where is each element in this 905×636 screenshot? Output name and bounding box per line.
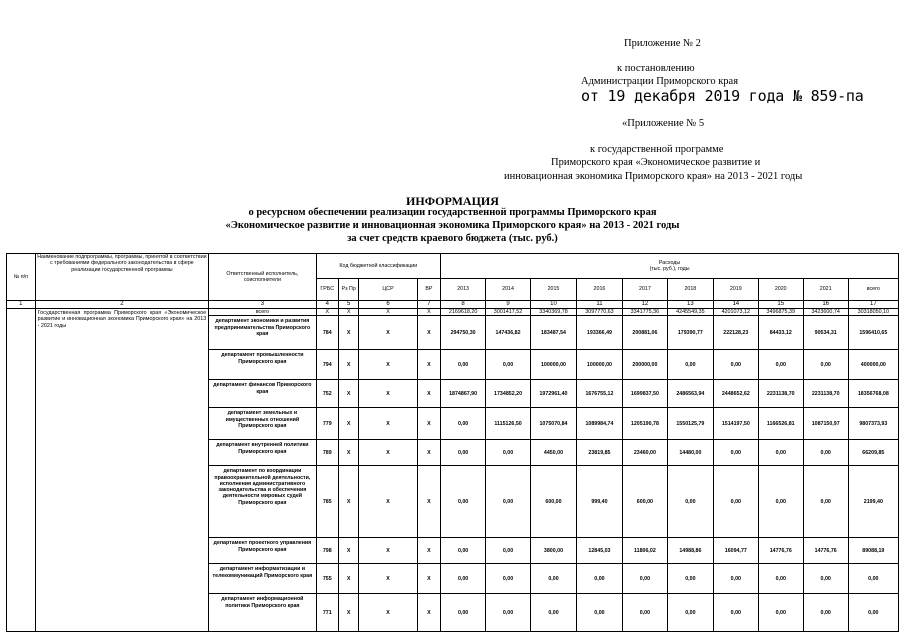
year-value-cell: 12845,03 xyxy=(576,538,622,564)
year-value-cell: 2231138,70 xyxy=(758,380,803,408)
year-value-cell: 0,00 xyxy=(441,440,486,466)
year-value-cell: 0,00 xyxy=(667,350,713,380)
year-value-cell: 0,00 xyxy=(441,594,486,632)
total-value: 3097770,63 xyxy=(576,309,622,316)
year-value-cell: 100000,00 xyxy=(576,350,622,380)
grbs-code-cell: 779 xyxy=(316,408,338,440)
col-number: 2 xyxy=(35,301,209,309)
total-header: всего xyxy=(848,279,898,301)
row-number-cell xyxy=(7,309,36,632)
year-value-cell: 0,00 xyxy=(441,466,486,538)
col-csr-header: ЦСР xyxy=(359,279,417,301)
rzpr-code-cell: X xyxy=(338,316,358,350)
row-total-cell: 89088,19 xyxy=(848,538,898,564)
rzpr-code-cell: X xyxy=(338,440,358,466)
year-value-cell: 294750,30 xyxy=(441,316,486,350)
year-value-cell: 1676755,12 xyxy=(576,380,622,408)
total-row xyxy=(7,309,899,316)
total-code: X xyxy=(359,309,417,316)
year-value-cell: 1205190,78 xyxy=(622,408,667,440)
grbs-code-cell: 794 xyxy=(316,350,338,380)
appendix-number: Приложение № 2 xyxy=(624,38,701,49)
year-header: 2014 xyxy=(486,279,531,301)
rzpr-code-cell: X xyxy=(338,564,358,594)
total-value: 3341775,36 xyxy=(622,309,667,316)
row-total-cell: 2199,40 xyxy=(848,466,898,538)
department-name-cell: департамент информатизации и телекоммуникаций Приморского края xyxy=(209,564,316,594)
year-header: 2019 xyxy=(713,279,758,301)
grbs-code-cell: 785 xyxy=(316,466,338,538)
col-number: 5 xyxy=(338,301,358,309)
col-number: 15 xyxy=(758,301,803,309)
year-value-cell: 1089984,74 xyxy=(576,408,622,440)
col-number: 16 xyxy=(803,301,848,309)
year-value-cell: 100000,00 xyxy=(531,350,577,380)
year-value-cell: 0,00 xyxy=(441,538,486,564)
year-value-cell: 200881,06 xyxy=(622,316,667,350)
csr-code-cell: X xyxy=(359,564,417,594)
year-value-cell: 1550125,79 xyxy=(667,408,713,440)
year-value-cell: 147436,82 xyxy=(486,316,531,350)
total-label: всего xyxy=(209,309,316,316)
year-value-cell: 179390,77 xyxy=(667,316,713,350)
grbs-code-cell: 752 xyxy=(316,380,338,408)
year-value-cell: 1166526,81 xyxy=(758,408,803,440)
vr-code-cell: X xyxy=(417,408,441,440)
title-line-2: о ресурсном обеспечении реализации государственной программы Приморского края xyxy=(248,207,657,218)
year-value-cell: 0,00 xyxy=(713,350,758,380)
year-value-cell: 0,00 xyxy=(486,440,531,466)
row-total-cell: 1596410,65 xyxy=(848,316,898,350)
year-value-cell: 3800,00 xyxy=(531,538,577,564)
year-value-cell: 0,00 xyxy=(758,466,803,538)
year-value-cell: 0,00 xyxy=(758,564,803,594)
year-value-cell: 2231138,70 xyxy=(803,380,848,408)
total-value: 30318050,10 xyxy=(848,309,898,316)
year-header: 2018 xyxy=(667,279,713,301)
csr-code-cell: X xyxy=(359,466,417,538)
year-value-cell: 0,00 xyxy=(441,350,486,380)
document-title: ИНФОРМАЦИЯ xyxy=(406,194,499,208)
department-name-cell: департамент информационной политики Приморского края xyxy=(209,594,316,632)
year-value-cell: 1874867,90 xyxy=(441,380,486,408)
total-value: 3423600,74 xyxy=(803,309,848,316)
col-executor-header: Ответственный исполнитель, соисполнители xyxy=(209,254,316,301)
col-number: 17 xyxy=(848,301,898,309)
row-total-cell: 0,00 xyxy=(848,594,898,632)
row-total-cell: 9807373,93 xyxy=(848,408,898,440)
department-name-cell: департамент промышленности Приморского края xyxy=(209,350,316,380)
col-vr-header: ВР xyxy=(417,279,441,301)
col-number: 1 xyxy=(7,301,36,309)
total-code: X xyxy=(338,309,358,316)
year-value-cell: 2448652,62 xyxy=(713,380,758,408)
department-name-cell: департамент внутренней политики Приморского края xyxy=(209,440,316,466)
year-value-cell: 1972961,40 xyxy=(531,380,577,408)
csr-code-cell: X xyxy=(359,594,417,632)
year-header: 2013 xyxy=(441,279,486,301)
col-number: 4 xyxy=(316,301,338,309)
year-value-cell: 0,00 xyxy=(667,564,713,594)
department-name-cell: департамент по координации правоохранительной деятельности, исполнения административного законодательства и обеспечения деятельности мировых судей Приморского края xyxy=(209,466,316,538)
year-value-cell: 600,00 xyxy=(531,466,577,538)
total-value: 3496875,39 xyxy=(758,309,803,316)
expenses-sublabel: (тыс. руб.), годы xyxy=(649,266,690,272)
col-number: 14 xyxy=(713,301,758,309)
col-number: 8 xyxy=(441,301,486,309)
year-value-cell: 23819,85 xyxy=(576,440,622,466)
rzpr-code-cell: X xyxy=(338,594,358,632)
to-program: к государственной программе xyxy=(590,144,724,155)
to-resolution: к постановлению xyxy=(617,63,695,74)
year-value-cell: 0,00 xyxy=(667,594,713,632)
row-total-cell: 0,00 xyxy=(848,564,898,594)
csr-code-cell: X xyxy=(359,440,417,466)
total-value: 3001417,52 xyxy=(486,309,531,316)
col-num-header: № п/п xyxy=(7,254,36,301)
year-value-cell: 183487,54 xyxy=(531,316,577,350)
year-value-cell: 90534,31 xyxy=(803,316,848,350)
year-value-cell: 0,00 xyxy=(531,564,577,594)
resolution-date: от 19 декабря 2019 года № 859-па xyxy=(581,87,864,105)
year-value-cell: 0,00 xyxy=(713,594,758,632)
grbs-code-cell: 755 xyxy=(316,564,338,594)
grbs-code-cell: 798 xyxy=(316,538,338,564)
col-expenses-header xyxy=(441,254,899,279)
year-value-cell: 0,00 xyxy=(486,594,531,632)
year-value-cell: 1075070,84 xyxy=(531,408,577,440)
title-line-3: «Экономическое развитие и инновационная экономика Приморского края» на 2013 - 2021 годы xyxy=(225,220,680,231)
year-value-cell: 0,00 xyxy=(576,564,622,594)
year-value-cell: 200000,00 xyxy=(622,350,667,380)
expenses-label: Расходы xyxy=(658,259,681,266)
department-name-cell: департамент земельных и имущественных отношений Приморского края xyxy=(209,408,316,440)
year-value-cell: 2486563,94 xyxy=(667,380,713,408)
year-value-cell: 0,00 xyxy=(803,466,848,538)
total-value: 2169618,20 xyxy=(441,309,486,316)
vr-code-cell: X xyxy=(417,564,441,594)
year-value-cell: 11806,02 xyxy=(622,538,667,564)
row-total-cell: 66209,85 xyxy=(848,440,898,466)
total-value: 4245549,35 xyxy=(667,309,713,316)
year-value-cell: 0,00 xyxy=(486,350,531,380)
csr-code-cell: X xyxy=(359,538,417,564)
year-value-cell: 16094,77 xyxy=(713,538,758,564)
year-value-cell: 193366,49 xyxy=(576,316,622,350)
col-number: 7 xyxy=(417,301,441,309)
program-line-1: Приморского края «Экономическое развитие и xyxy=(551,157,761,168)
title-line-4: за счет средств краевого бюджета (тыс. руб.) xyxy=(347,233,558,244)
total-value: 3340369,78 xyxy=(531,309,577,316)
department-name-cell: департамент финансов Приморского края xyxy=(209,380,316,408)
year-value-cell: 0,00 xyxy=(667,466,713,538)
year-value-cell: 0,00 xyxy=(486,466,531,538)
year-value-cell: 0,00 xyxy=(758,350,803,380)
vr-code-cell: X xyxy=(417,350,441,380)
administration-name: Администрации Приморского края xyxy=(581,76,739,87)
col-code-header: Код бюджетной классификации xyxy=(316,254,441,279)
year-value-cell: 1087150,97 xyxy=(803,408,848,440)
year-header: 2017 xyxy=(622,279,667,301)
program-line-2: инновационная экономика Приморского края» на 2013 - 2021 годы xyxy=(504,171,803,182)
year-value-cell: 600,00 xyxy=(622,466,667,538)
year-value-cell: 0,00 xyxy=(758,594,803,632)
vr-code-cell: X xyxy=(417,380,441,408)
year-value-cell: 0,00 xyxy=(486,538,531,564)
year-value-cell: 0,00 xyxy=(713,440,758,466)
total-value: 4201073,12 xyxy=(713,309,758,316)
year-value-cell: 0,00 xyxy=(486,564,531,594)
csr-code-cell: X xyxy=(359,408,417,440)
resource-table xyxy=(6,253,899,632)
col-number: 9 xyxy=(486,301,531,309)
rzpr-code-cell: X xyxy=(338,538,358,564)
col-number: 13 xyxy=(667,301,713,309)
col-grbs-header: ГРБС xyxy=(316,279,338,301)
year-value-cell: 14988,86 xyxy=(667,538,713,564)
department-name-cell: департамент проектного управления Приморского края xyxy=(209,538,316,564)
year-value-cell: 0,00 xyxy=(441,408,486,440)
year-value-cell: 23460,00 xyxy=(622,440,667,466)
total-code: X xyxy=(417,309,441,316)
year-value-cell: 0,00 xyxy=(758,440,803,466)
vr-code-cell: X xyxy=(417,466,441,538)
year-value-cell: 0,00 xyxy=(803,350,848,380)
year-value-cell: 0,00 xyxy=(803,440,848,466)
rzpr-code-cell: X xyxy=(338,408,358,440)
col-number: 11 xyxy=(576,301,622,309)
col-number: 10 xyxy=(531,301,577,309)
appendix-5: «Приложение № 5 xyxy=(622,118,705,129)
year-value-cell: 0,00 xyxy=(803,594,848,632)
year-value-cell: 222128,23 xyxy=(713,316,758,350)
rzpr-code-cell: X xyxy=(338,350,358,380)
year-value-cell: 0,00 xyxy=(622,594,667,632)
year-value-cell: 1115126,50 xyxy=(486,408,531,440)
rzpr-code-cell: X xyxy=(338,466,358,538)
year-value-cell: 14776,76 xyxy=(758,538,803,564)
grbs-code-cell: 789 xyxy=(316,440,338,466)
year-value-cell: 84433,12 xyxy=(758,316,803,350)
col-number: 3 xyxy=(209,301,316,309)
year-value-cell: 0,00 xyxy=(803,564,848,594)
row-total-cell: 400000,00 xyxy=(848,350,898,380)
program-name-cell: Государственная программа Приморского края «Экономическое развитие и инновационная экономика Приморского края» на 2013 - 2021 годы xyxy=(35,309,209,632)
vr-code-cell: X xyxy=(417,538,441,564)
grbs-code-cell: 771 xyxy=(316,594,338,632)
year-value-cell: 0,00 xyxy=(531,594,577,632)
grbs-code-cell: 784 xyxy=(316,316,338,350)
year-value-cell: 4450,00 xyxy=(531,440,577,466)
year-value-cell: 1514197,50 xyxy=(713,408,758,440)
year-value-cell: 0,00 xyxy=(441,564,486,594)
csr-code-cell: X xyxy=(359,350,417,380)
year-value-cell: 1734852,20 xyxy=(486,380,531,408)
csr-code-cell: X xyxy=(359,316,417,350)
department-name-cell: департамент экономики и развития предпринимательства Приморского края xyxy=(209,316,316,350)
year-value-cell: 14480,00 xyxy=(667,440,713,466)
year-value-cell: 1699837,50 xyxy=(622,380,667,408)
year-value-cell: 0,00 xyxy=(713,564,758,594)
year-header: 2015 xyxy=(531,279,577,301)
year-header: 2021 xyxy=(803,279,848,301)
col-rzpr-header: Рз Пр xyxy=(338,279,358,301)
year-header: 2020 xyxy=(758,279,803,301)
year-header: 2016 xyxy=(576,279,622,301)
row-total-cell: 18356768,08 xyxy=(848,380,898,408)
col-name-header: Наименование подпрограммы, программы, принятой в соответствии с требованиями федерального законодательства в сфере реализации государственной программы xyxy=(35,254,209,301)
year-value-cell: 14776,76 xyxy=(803,538,848,564)
rzpr-code-cell: X xyxy=(338,380,358,408)
col-number: 6 xyxy=(359,301,417,309)
year-value-cell: 0,00 xyxy=(622,564,667,594)
year-value-cell: 0,00 xyxy=(713,466,758,538)
year-value-cell: 0,00 xyxy=(576,594,622,632)
year-value-cell: 999,40 xyxy=(576,466,622,538)
vr-code-cell: X xyxy=(417,316,441,350)
csr-code-cell: X xyxy=(359,380,417,408)
column-number-row xyxy=(7,301,899,309)
total-code: X xyxy=(316,309,338,316)
col-number: 12 xyxy=(622,301,667,309)
vr-code-cell: X xyxy=(417,440,441,466)
vr-code-cell: X xyxy=(417,594,441,632)
